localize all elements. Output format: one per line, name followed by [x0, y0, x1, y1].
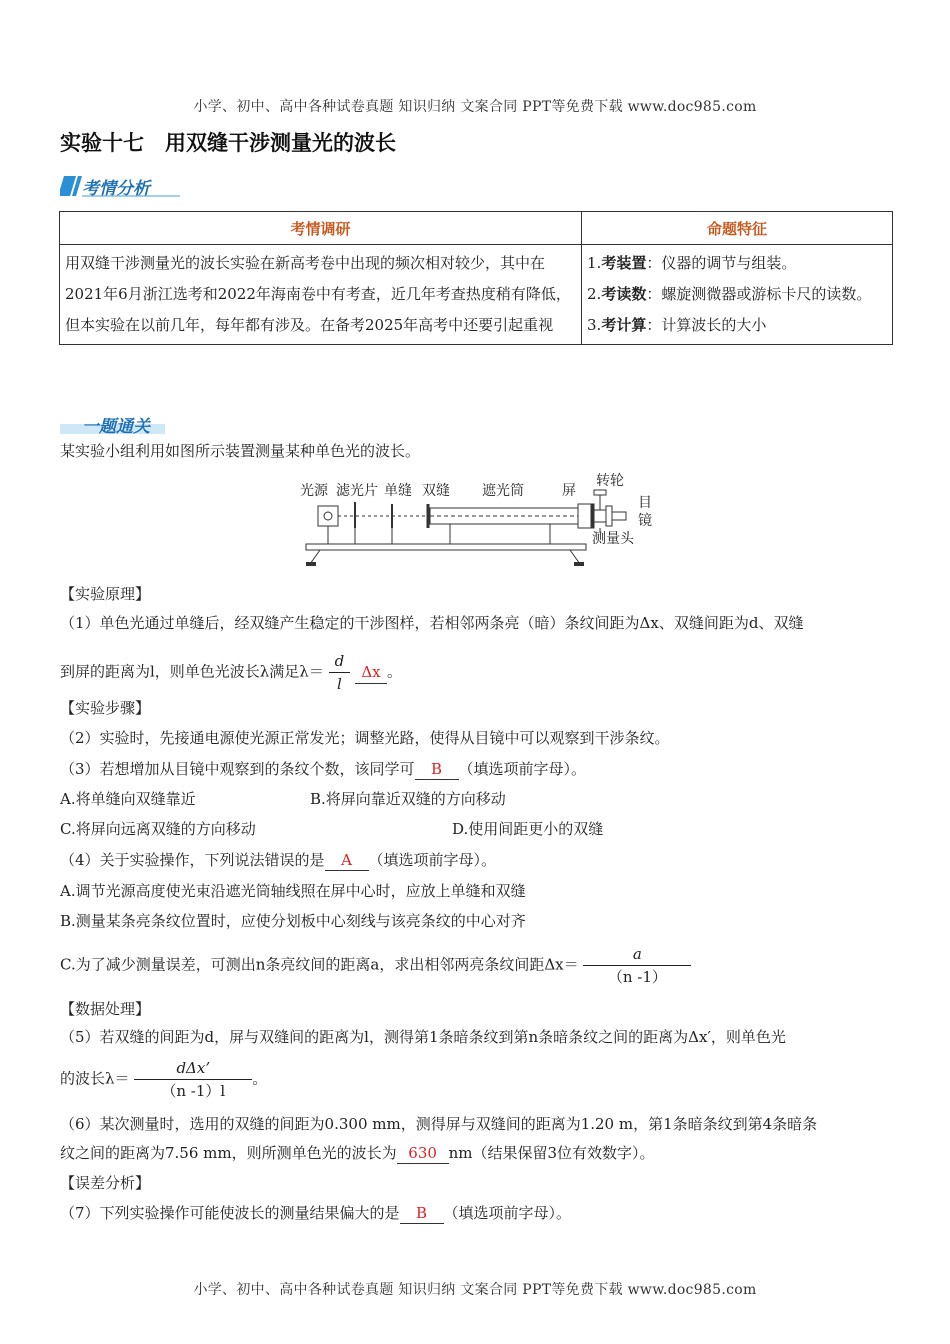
q6-line2: 纹之间的距离为7.56 mm，则所测单色光的波长为 630 nm（结果保留3位有效数字）。: [60, 1144, 655, 1162]
intro-text: 某实验小组利用如图所示装置测量某种单色光的波长。: [60, 442, 421, 460]
data-heading: 【数据处理】: [60, 1000, 151, 1018]
q2-text: （2）实验时，先接通电源使光源正常发光；调整光路，使得从目镜中可以观察到干涉条纹。: [60, 729, 670, 747]
page-title: 实验十七 用双缝干涉测量光的波长: [60, 131, 396, 155]
q7-text: （7）下列实验操作可能使波长的测量结果偏大的是 B （填选项前字母）。: [60, 1204, 572, 1222]
q3-option-a: A.将单缝向双缝靠近: [60, 790, 196, 808]
answer-7: B: [400, 1203, 444, 1224]
principle-line2: 到屏的距离为l，则单色光波长λ满足λ＝ $\frac{d}{l}$ Δx 。: [60, 652, 403, 693]
table-header-research: 考情调研: [60, 212, 582, 245]
q3-text: （3）若想增加从目镜中观察到的条纹个数，该同学可 B （填选项前字母）。: [60, 760, 587, 778]
q4-option-a: A.调节光源高度使光束沿遮光筒轴线照在屏中心时，应放上单缝和双缝: [60, 882, 526, 900]
steps-heading: 【实验步骤】: [60, 699, 151, 717]
label-double-slit: 双缝: [422, 483, 450, 499]
feature-item: 2.考读数：螺旋测微器或游标卡尺的读数。: [587, 285, 872, 303]
principle-line1: （1）单色光通过单缝后，经双缝产生稳定的干涉图样，若相邻两条亮（暗）条纹间距为Δx、双缝间距为d、双缝: [60, 614, 804, 632]
q3-option-b: B.将屏向靠近双缝的方向移动: [310, 790, 506, 808]
q5-line1: （5）若双缝的间距为d，屏与双缝间的距离为l，测得第1条暗条纹到第n条暗条纹之间的距离为Δx′，则单色光: [60, 1028, 786, 1046]
error-heading: 【误差分析】: [60, 1174, 151, 1192]
answer-3: B: [415, 759, 459, 780]
q3-option-c: C.将屏向远离双缝的方向移动: [60, 820, 256, 838]
section-title-analysis: 考情分析: [82, 179, 150, 199]
page-footer: 小学、初中、高中各种试卷真题 知识归纳 文案合同 PPT等免费下载 www.doc985.com: [193, 1282, 757, 1298]
research-text: 用双缝干涉测量光的波长实验在新高考卷中出现的频次相对较少，其中在2021年6月浙江选考和2022年海南卷中有考查，近几年考查热度稍有降低，但本实验在以前几年，每年都有涉及。在备考2025年高考中还要引起重视: [60, 245, 582, 345]
label-measuring-head: 测量头: [592, 531, 634, 547]
answer-6: 630: [397, 1143, 449, 1164]
q4-c-fraction: $\frac{a}{(n -1)}$: [583, 943, 691, 988]
section-badge-practice: [60, 410, 210, 438]
page-header: 小学、初中、高中各种试卷真题 知识归纳 文案合同 PPT等免费下载 www.doc985.com: [193, 99, 757, 115]
answer-1: Δx: [355, 661, 387, 684]
analysis-table: [59, 211, 893, 345]
feature-item: 1.考装置：仪器的调节与组装。: [587, 254, 797, 272]
label-light-source: 光源: [300, 483, 328, 499]
principle-heading: 【实验原理】: [60, 585, 151, 603]
q4-option-b: B.测量某条亮条纹位置时，应使分划板中心刻线与该亮条纹的中心对齐: [60, 912, 526, 930]
label-filter: 滤光片: [336, 483, 378, 499]
table-header-features: 命题特征: [582, 212, 893, 245]
label-single-slit: 单缝: [384, 483, 412, 499]
q6-line1: （6）某次测量时，选用的双缝的间距为0.300 mm，测得屏与双缝间的距离为1.20 m，第1条暗条纹到第4条暗条: [60, 1115, 818, 1133]
answer-4: A: [325, 850, 369, 871]
q5-line2: 的波长λ＝ $\frac{\text{dΔx’}}{(n -1)l}$ 。: [60, 1059, 268, 1100]
section-badge-analysis: [60, 172, 210, 200]
q4-option-c: C.为了减少测量误差，可测出n条亮纹间的距离a，求出相邻两亮条纹间距Δx＝ $\frac{a}{(n -1)}$: [60, 943, 691, 988]
q5-fraction: $\frac{\text{dΔx’}}{(n -1)l}$: [134, 1057, 252, 1102]
label-wheel: 转轮: [596, 473, 624, 489]
label-eyepiece: 目镜: [638, 495, 652, 529]
label-tube: 遮光筒: [482, 483, 524, 499]
feature-item: 3.考计算：计算波长的大小: [587, 316, 767, 334]
q3-option-d: D.使用间距更小的双缝: [452, 820, 604, 838]
section-title-practice: 一题通关: [82, 417, 150, 437]
features-cell: [582, 245, 893, 345]
q4-text: （4）关于实验操作，下列说法错误的是 A （填选项前字母）。: [60, 851, 497, 869]
label-screen: 屏: [562, 483, 576, 499]
principle-fraction: $\frac{d}{l}$: [329, 650, 351, 695]
apparatus-figure: [300, 470, 660, 580]
